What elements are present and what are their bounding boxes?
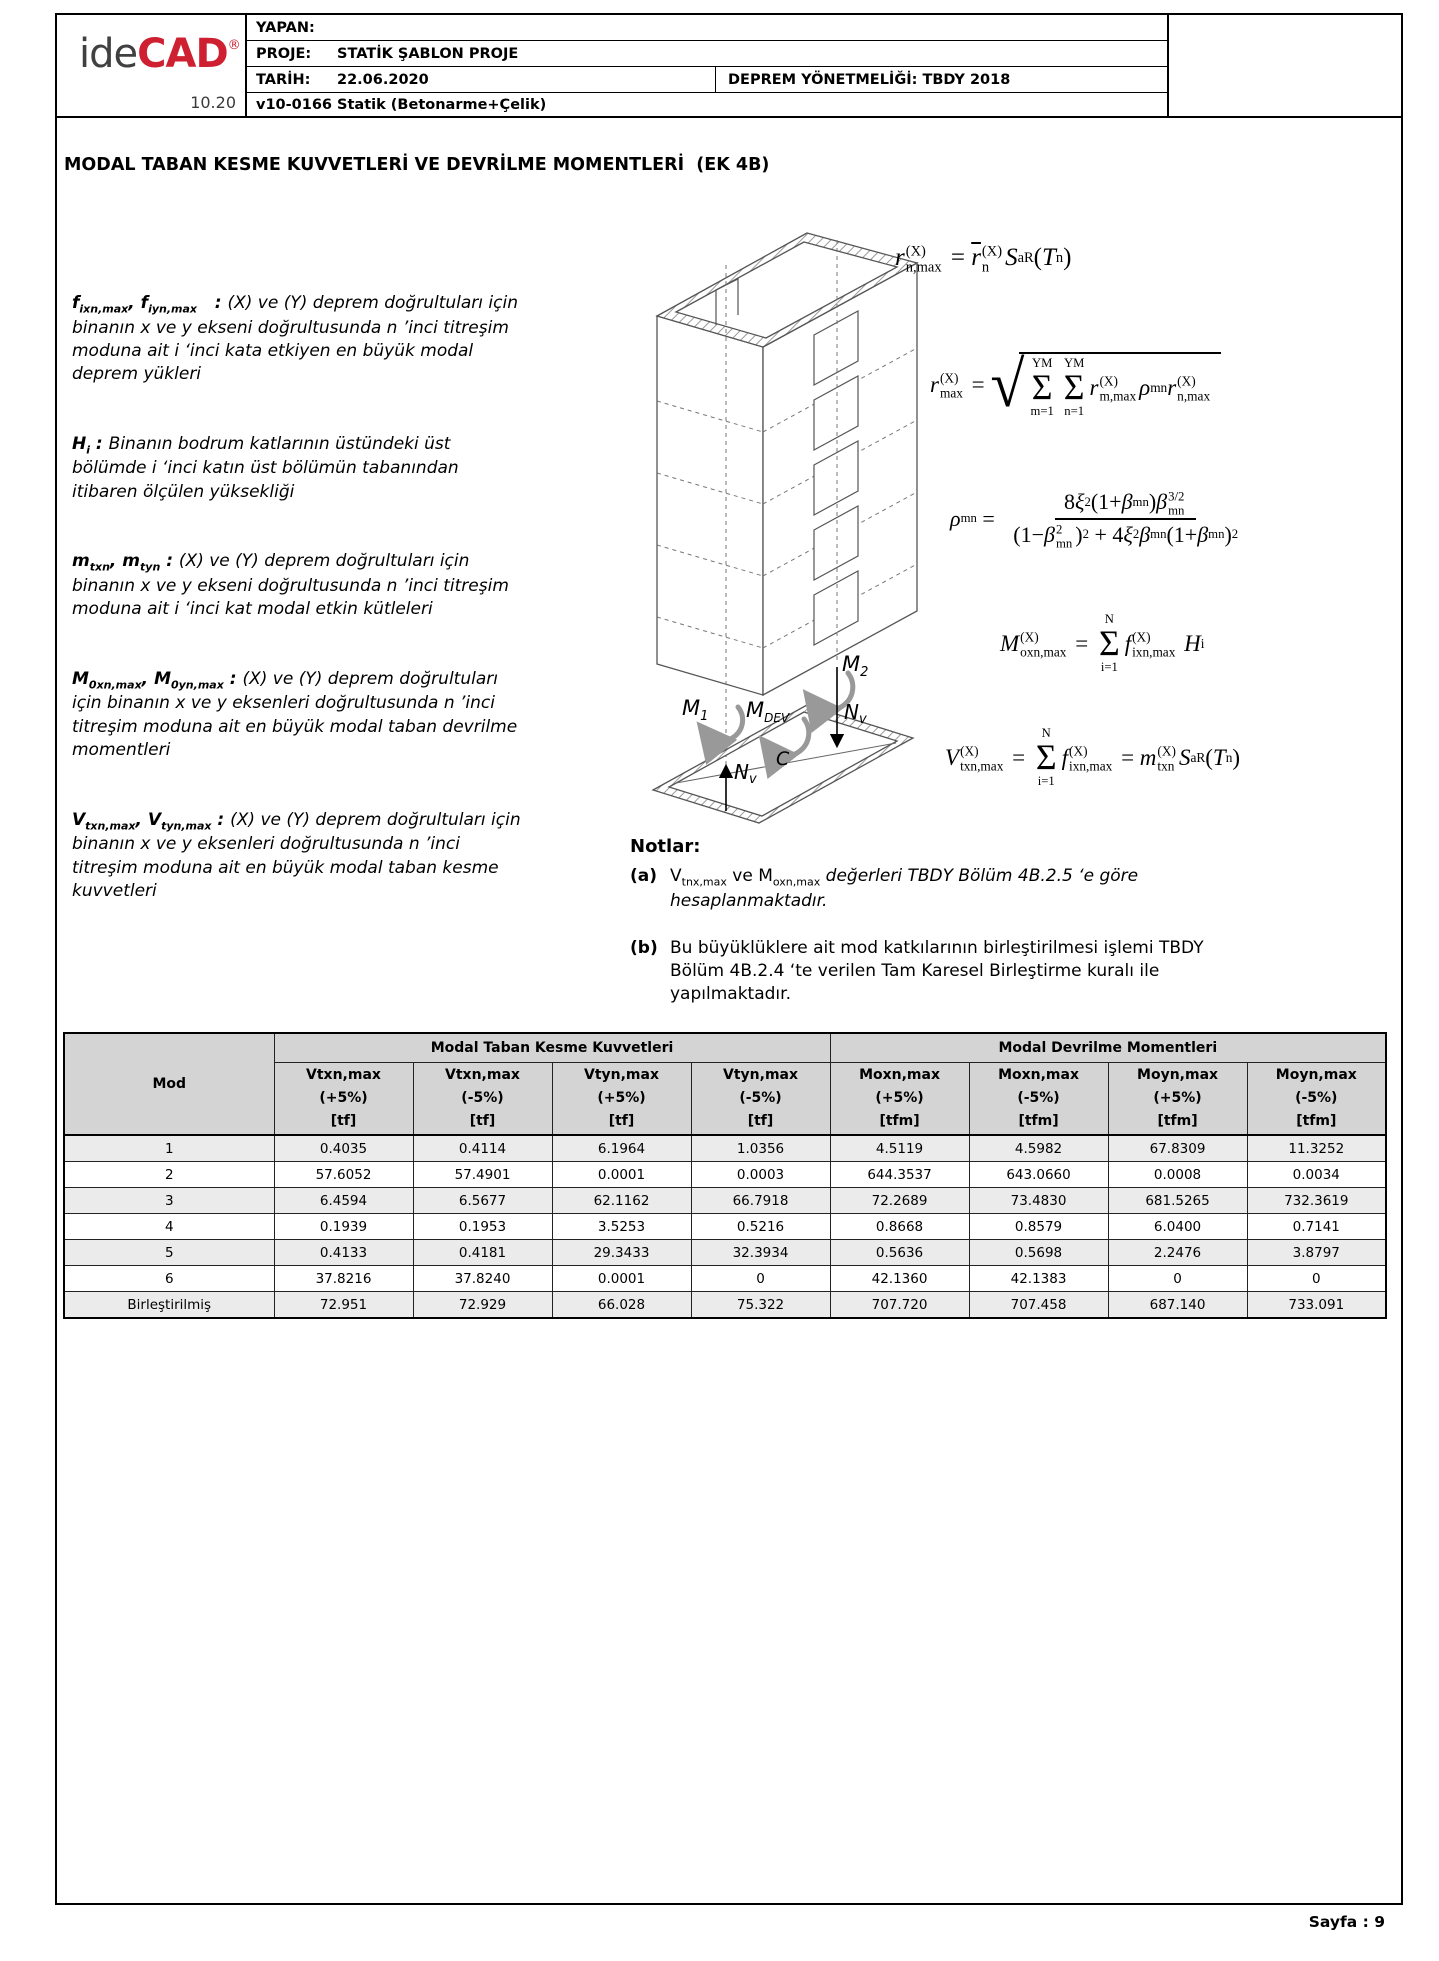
proje-value: STATİK ŞABLON PROJE (337, 45, 519, 62)
mod-cell: 6 (64, 1266, 274, 1292)
value-cell: 42.1360 (830, 1266, 969, 1292)
value-cell: 0.0008 (1108, 1162, 1247, 1188)
label-nv-left: $N_v$ (734, 760, 757, 787)
value-cell: 643.0660 (969, 1162, 1108, 1188)
value-cell: 4.5119 (830, 1135, 969, 1162)
value-cell: 66.7918 (691, 1188, 830, 1214)
definition-hi (72, 433, 528, 504)
note-a (630, 865, 1310, 913)
notes-section (630, 836, 1310, 1006)
value-cell: 0.8668 (830, 1214, 969, 1240)
column-header: Vtxn,max (+5%) [tf] (274, 1063, 413, 1136)
value-cell: 0 (691, 1266, 830, 1292)
value-cell: 37.8216 (274, 1266, 413, 1292)
proje-label: PROJE: (256, 45, 312, 62)
formula-rho-mn: ρ mn = 8 ξ 2 (1+ β mn ) β 3/2 mn (1− β 2 mn ) 2 + 4 ξ 2 β mn (1+ β mn ) 2 (950, 487, 1251, 550)
definition-m0xnmax (72, 668, 528, 763)
formula-vtxnmax: V (X) txn,max = N Σ i=1 f (X) ixn,max = m (X) txn S aR ( T n ) (945, 726, 1241, 788)
building-isometric-drawing (588, 205, 948, 830)
value-cell: 644.3537 (830, 1162, 969, 1188)
label-m2: $M_2$ (842, 652, 869, 680)
definition-term: $f_{ixn,max}$, $f_{iyn,max}$ : (72, 293, 228, 316)
yapan-label: YAPAN: (256, 19, 315, 36)
column-header: Moxn,max (+5%) [tfm] (830, 1063, 969, 1136)
value-cell: 0.5698 (969, 1240, 1108, 1266)
mod-cell: 3 (64, 1188, 274, 1214)
header-row-tarih (247, 67, 1167, 93)
value-cell: 0.0001 (552, 1266, 691, 1292)
value-cell: 0.0034 (1247, 1162, 1386, 1188)
value-cell: 57.4901 (413, 1162, 552, 1188)
value-cell: 0.4035 (274, 1135, 413, 1162)
value-cell: 73.4830 (969, 1188, 1108, 1214)
value-cell: 67.8309 (1108, 1135, 1247, 1162)
value-cell: 681.5265 (1108, 1188, 1247, 1214)
value-cell: 6.1964 (552, 1135, 691, 1162)
value-cell: 0 (1247, 1266, 1386, 1292)
column-header: Vtyn,max (+5%) [tf] (552, 1063, 691, 1136)
value-cell: 0.4133 (274, 1240, 413, 1266)
tarih-value: 22.06.2020 (337, 71, 429, 88)
report-header (55, 13, 1403, 118)
logo-ide: ide (79, 31, 138, 77)
header-row-version (247, 93, 1167, 116)
table-row (64, 1266, 1386, 1292)
value-cell: 732.3619 (1247, 1188, 1386, 1214)
header-row-proje (247, 41, 1167, 67)
value-cell: 37.8240 (413, 1266, 552, 1292)
column-header: Vtyn,max (-5%) [tf] (691, 1063, 830, 1136)
definition-desc: (X) ve (Y) deprem doğrultuları için binanın x ve y eksenleri doğrultusunda n ’inci titreşim moduna ait en büyük modal taban kesme kuvvetleri (72, 809, 521, 902)
mod-cell: 5 (64, 1240, 274, 1266)
value-cell: 66.028 (552, 1292, 691, 1319)
mod-column-header: Mod (64, 1033, 274, 1135)
software-version-line: v10-0166 Statik (Betonarme+Çelik) (256, 96, 547, 113)
table-row (64, 1188, 1386, 1214)
value-cell: 707.720 (830, 1292, 969, 1319)
value-cell: 4.5982 (969, 1135, 1108, 1162)
value-cell: 0.7141 (1247, 1214, 1386, 1240)
definition-fixnmax (72, 292, 528, 387)
header-row-yapan (247, 15, 1167, 41)
note-a-body: $V_{tnx,max}$ ve $M_{oxn,max}$ değerleri TBDY Bölüm 4B.2.5 ‘e göre hesaplanmaktadır. (670, 866, 1139, 912)
table-row (64, 1214, 1386, 1240)
value-cell: 0 (1108, 1266, 1247, 1292)
column-header: Vtxn,max (-5%) [tf] (413, 1063, 552, 1136)
building-figure (588, 205, 948, 830)
label-c: C (776, 748, 790, 770)
value-cell: 62.1162 (552, 1188, 691, 1214)
header-fields (247, 15, 1169, 116)
value-cell: 687.140 (1108, 1292, 1247, 1319)
modal-results-table (63, 1032, 1387, 1319)
value-cell: 0.4181 (413, 1240, 552, 1266)
note-a-marker: (a) (630, 866, 658, 886)
table-row (64, 1240, 1386, 1266)
value-cell: 0.0001 (552, 1162, 691, 1188)
label-m1: $M_1$ (682, 696, 709, 724)
idecad-logo (79, 31, 240, 77)
formula-rnmax: r (X) n,max = $\overline{r}$ (X) n S aR ( T n ) (895, 243, 1072, 276)
moment-curl-m1 (706, 707, 743, 741)
value-cell: 6.0400 (1108, 1214, 1247, 1240)
column-header: Moyn,max (+5%) [tfm] (1108, 1063, 1247, 1136)
value-cell: 733.091 (1247, 1292, 1386, 1319)
value-cell: 3.8797 (1247, 1240, 1386, 1266)
value-cell: 42.1383 (969, 1266, 1108, 1292)
definition-vtxnmax (72, 809, 528, 904)
column-header: Moyn,max (-5%) [tfm] (1247, 1063, 1386, 1136)
value-cell: 707.458 (969, 1292, 1108, 1319)
mod-cell: 2 (64, 1162, 274, 1188)
value-cell: 57.6052 (274, 1162, 413, 1188)
value-cell: 6.5677 (413, 1188, 552, 1214)
definition-term: $m_{txn}$, $m_{tyn}$ : (72, 551, 179, 574)
definition-desc: Binanın bodrum katlarının üstündeki üst bölümde i ‘inci katın üst bölümün tabanından itibaren ölçülen yüksekliği (72, 433, 459, 502)
page-number: Sayfa : 9 (1308, 1913, 1385, 1931)
value-cell: 1.0356 (691, 1135, 830, 1162)
group-header-1: Modal Taban Kesme Kuvvetleri (274, 1033, 830, 1063)
label-mdev: $M_{DEV}$ (746, 698, 790, 725)
value-cell: 3.5253 (552, 1214, 691, 1240)
value-cell: 72.2689 (830, 1188, 969, 1214)
note-b-body: Bu büyüklüklere ait mod katkılarının birleştirilmesi işlemi TBDY Bölüm 4B.2.4 ‘te verilen Tam Karesel Birleştirme kuralı ile yapılmaktadır. (670, 938, 1204, 1005)
value-cell: 0.0003 (691, 1162, 830, 1188)
table-row (64, 1135, 1386, 1162)
value-cell: 6.4594 (274, 1188, 413, 1214)
notes-heading: Notlar: (630, 836, 701, 857)
definition-desc: (X) ve (Y) deprem doğrultuları için binanın x ve y eksenleri doğrultusunda n ’inci titreşim moduna ait en büyük modal taban devrilme momentleri (72, 668, 518, 761)
value-cell: 0.8579 (969, 1214, 1108, 1240)
value-cell: 75.322 (691, 1292, 830, 1319)
value-cell: 2.2476 (1108, 1240, 1247, 1266)
table-row (64, 1292, 1386, 1319)
table-row (64, 1162, 1386, 1188)
value-cell: 72.929 (413, 1292, 552, 1319)
registered-mark-icon: ® (227, 38, 240, 53)
value-cell: 29.3433 (552, 1240, 691, 1266)
tarih-label: TARİH: (256, 71, 311, 88)
value-cell: 72.951 (274, 1292, 413, 1319)
definition-desc: (X) ve (Y) deprem doğrultuları için binanın x ve y ekseni doğrultusunda n ’inci titreşim moduna ait i ‘inci kata etkiyen en büyük modal deprem yükleri (72, 293, 518, 385)
mod-cell: 4 (64, 1214, 274, 1240)
note-b-marker: (b) (630, 938, 658, 959)
value-cell: 0.5636 (830, 1240, 969, 1266)
building-windows (814, 311, 858, 645)
regulation-cell: DEPREM YÖNETMELİĞİ: TBDY 2018 (715, 67, 1167, 92)
logo-cad: CAD (137, 31, 228, 77)
value-cell: 0.4114 (413, 1135, 552, 1162)
value-cell: 0.1953 (413, 1214, 552, 1240)
note-b (630, 937, 1310, 1006)
value-cell: 0.1939 (274, 1214, 413, 1240)
definition-term: $H_i$ : (72, 433, 109, 457)
mod-cell: Birleştirilmiş (64, 1292, 274, 1319)
mod-cell: 1 (64, 1135, 274, 1162)
label-nv-right: $N_v$ (844, 700, 867, 727)
building-left-face (657, 316, 763, 695)
formula-moxnmax: M (X) oxn,max = N Σ i=1 f (X) ixn,max H i (1000, 612, 1205, 674)
column-header: Moxn,max (-5%) [tfm] (969, 1063, 1108, 1136)
definition-term: $M_{0xn,max}$, $M_{0yn,max}$ : (72, 668, 243, 692)
definitions-list (72, 292, 528, 950)
page-title: MODAL TABAN KESME KUVVETLERİ VE DEVRİLME MOMENTLERİ (EK 4B) (64, 155, 770, 175)
value-cell: 32.3934 (691, 1240, 830, 1266)
group-header-2: Modal Devrilme Momentleri (830, 1033, 1386, 1063)
logo-version: 10.20 (190, 93, 236, 112)
definition-mtxn (72, 550, 528, 621)
value-cell: 0.5216 (691, 1214, 830, 1240)
formula-rmax-srss: r (X) max = √ YM Σ m=1 YM Σ n=1 r (X) m,max ρ mn r (X) n,max (930, 352, 1221, 419)
value-cell: 11.3252 (1247, 1135, 1386, 1162)
logo-cell (57, 15, 247, 116)
definition-desc: (X) ve (Y) deprem doğrultuları için binanın x ve y ekseni doğrultusunda n ’inci titreşim moduna ait i ‘inci kat modal etkin kütleleri (72, 551, 509, 620)
definition-term: $V_{txn,max}$, $V_{tyn,max}$ : (72, 809, 231, 833)
